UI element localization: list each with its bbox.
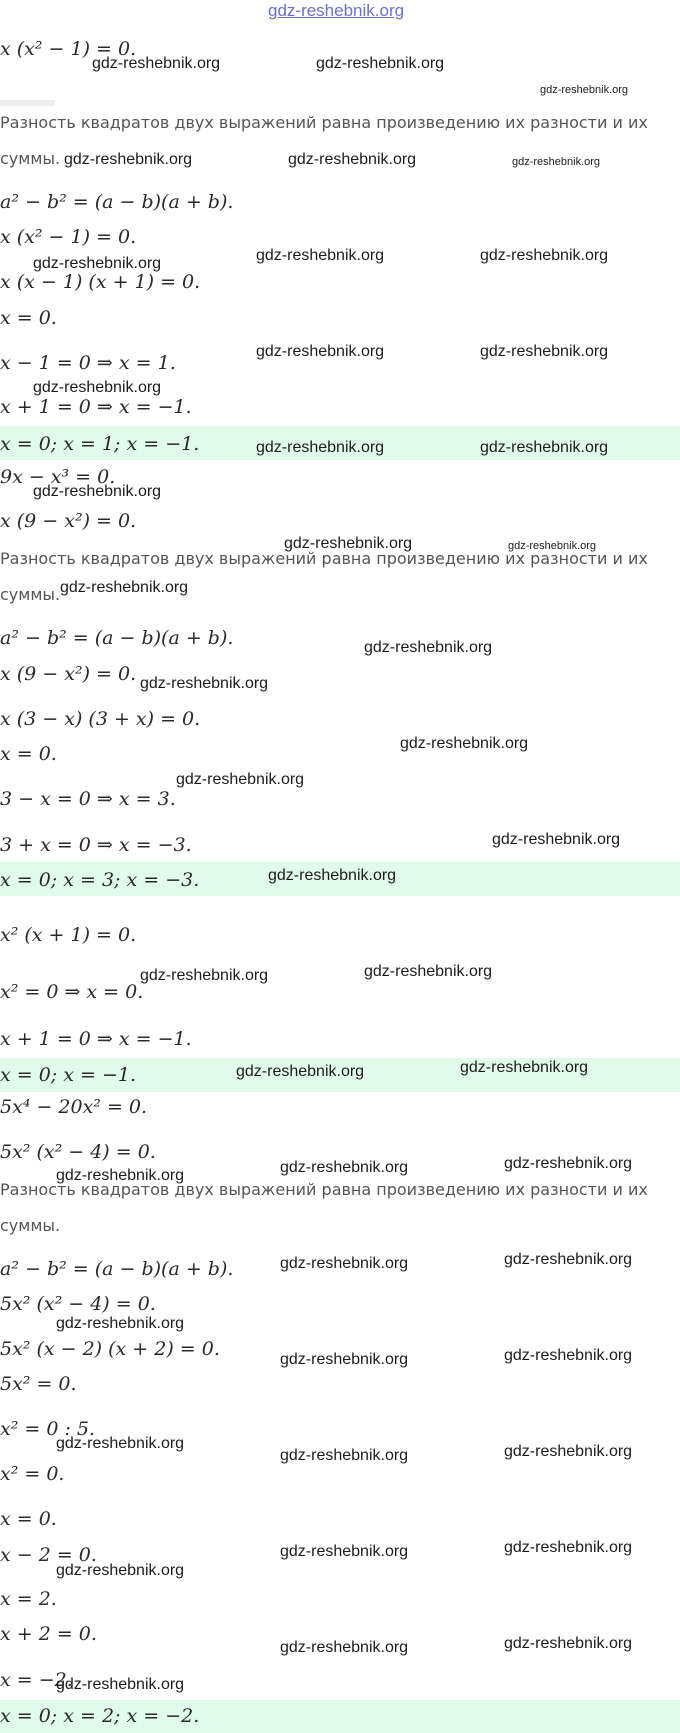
equation-line: x = −2. bbox=[0, 1669, 73, 1691]
equation-line: 3 + x = 0 ⇒ x = −3. bbox=[0, 834, 192, 856]
watermark: gdz-reshebnik.org bbox=[56, 1435, 185, 1452]
equation-line: a² − b² = (a − b)(a + b). bbox=[0, 1258, 234, 1280]
equation-line: x (x − 1) (x + 1) = 0. bbox=[0, 271, 201, 293]
watermark: gdz-reshebnik.org bbox=[280, 1159, 409, 1176]
watermark: gdz-reshebnik.org bbox=[492, 831, 621, 848]
equation-line: x − 1 = 0 ⇒ x = 1. bbox=[0, 352, 176, 374]
equation-line: x = 0. bbox=[0, 307, 57, 329]
watermark: gdz-reshebnik.org bbox=[56, 1167, 185, 1184]
watermark: gdz-reshebnik.org bbox=[268, 867, 397, 884]
watermark: gdz-reshebnik.org bbox=[268, 1, 405, 20]
watermark: gdz-reshebnik.org bbox=[512, 156, 601, 168]
equation-line: x + 1 = 0 ⇒ x = −1. bbox=[0, 396, 192, 418]
watermark: gdz-reshebnik.org bbox=[33, 255, 162, 272]
equation-line: x (x² − 1) = 0. bbox=[0, 38, 137, 60]
watermark: gdz-reshebnik.org bbox=[504, 1539, 633, 1556]
watermark: gdz-reshebnik.org bbox=[480, 343, 609, 360]
equation-line: a² − b² = (a − b)(a + b). bbox=[0, 627, 234, 649]
watermark: gdz-reshebnik.org bbox=[280, 1255, 409, 1272]
equation-line: x (3 − x) (3 + x) = 0. bbox=[0, 708, 201, 730]
explanation-text: Разность квадратов двух выражений равна произведению их разности и их bbox=[0, 1180, 648, 1199]
watermark: gdz-reshebnik.org bbox=[540, 84, 629, 96]
watermark: gdz-reshebnik.org bbox=[400, 735, 529, 752]
watermark: gdz-reshebnik.org bbox=[460, 1059, 589, 1076]
watermark: gdz-reshebnik.org bbox=[64, 151, 193, 168]
equation-line: x − 2 = 0. bbox=[0, 1544, 97, 1566]
equation-line: 5x² = 0. bbox=[0, 1373, 77, 1395]
equation-line: 9x − x³ = 0. bbox=[0, 466, 116, 488]
equation-line: x² = 0. bbox=[0, 1463, 65, 1485]
watermark: gdz-reshebnik.org bbox=[176, 771, 305, 788]
watermark: gdz-reshebnik.org bbox=[256, 343, 385, 360]
watermark: gdz-reshebnik.org bbox=[364, 963, 493, 980]
equation-line: x² = 0 : 5. bbox=[0, 1418, 96, 1440]
watermark: gdz-reshebnik.org bbox=[280, 1351, 409, 1368]
watermark: gdz-reshebnik.org bbox=[288, 151, 417, 168]
watermark: gdz-reshebnik.org bbox=[280, 1447, 409, 1464]
explanation-text: Разность квадратов двух выражений равна произведению их разности и их bbox=[0, 113, 648, 132]
answer-line: x = 0; x = 2; x = −2. bbox=[0, 1705, 200, 1727]
equation-line: x² = 0 ⇒ x = 0. bbox=[0, 981, 144, 1003]
watermark: gdz-reshebnik.org bbox=[33, 483, 162, 500]
watermark: gdz-reshebnik.org bbox=[60, 579, 189, 596]
answer-line: x = 0; x = 1; x = −1. bbox=[0, 433, 200, 455]
equation-line: x + 1 = 0 ⇒ x = −1. bbox=[0, 1028, 192, 1050]
equation-line: x = 2. bbox=[0, 1588, 57, 1610]
watermark: gdz-reshebnik.org bbox=[140, 675, 269, 692]
explanation-text: суммы. bbox=[0, 585, 61, 604]
equation-line: x = 0. bbox=[0, 1508, 57, 1530]
equation-line: x² (x + 1) = 0. bbox=[0, 924, 137, 946]
watermark: gdz-reshebnik.org bbox=[280, 1543, 409, 1560]
equation-line: x (x² − 1) = 0. bbox=[0, 226, 137, 248]
watermark: gdz-reshebnik.org bbox=[33, 379, 162, 396]
watermark: gdz-reshebnik.org bbox=[56, 1315, 185, 1332]
watermark: gdz-reshebnik.org bbox=[508, 540, 597, 552]
explanation-text: суммы. bbox=[0, 149, 61, 168]
explanation-text: суммы. bbox=[0, 1216, 61, 1235]
watermark: gdz-reshebnik.org bbox=[256, 247, 385, 264]
equation-line: 3 − x = 0 ⇒ x = 3. bbox=[0, 788, 176, 810]
equation-line: a² − b² = (a − b)(a + b). bbox=[0, 191, 234, 213]
answer-line: x = 0; x = −1. bbox=[0, 1064, 137, 1086]
watermark: gdz-reshebnik.org bbox=[504, 1443, 633, 1460]
watermark: gdz-reshebnik.org bbox=[504, 1155, 633, 1172]
watermark: gdz-reshebnik.org bbox=[280, 1639, 409, 1656]
watermark: gdz-reshebnik.org bbox=[316, 55, 445, 72]
watermark: gdz-reshebnik.org bbox=[56, 1562, 185, 1579]
equation-line: 5x² (x − 2) (x + 2) = 0. bbox=[0, 1338, 220, 1360]
answer-line: x = 0; x = 3; x = −3. bbox=[0, 869, 200, 891]
watermark: gdz-reshebnik.org bbox=[504, 1251, 633, 1268]
watermark: gdz-reshebnik.org bbox=[284, 535, 413, 552]
equation-line: x + 2 = 0. bbox=[0, 1623, 97, 1645]
watermark: gdz-reshebnik.org bbox=[256, 439, 385, 456]
watermark: gdz-reshebnik.org bbox=[364, 639, 493, 656]
equation-line: 5x⁴ − 20x² = 0. bbox=[0, 1096, 148, 1118]
watermark: gdz-reshebnik.org bbox=[236, 1063, 365, 1080]
watermark: gdz-reshebnik.org bbox=[480, 247, 609, 264]
watermark: gdz-reshebnik.org bbox=[92, 55, 221, 72]
watermark: gdz-reshebnik.org bbox=[480, 439, 609, 456]
equation-line: 5x² (x² − 4) = 0. bbox=[0, 1141, 156, 1163]
watermark: gdz-reshebnik.org bbox=[504, 1347, 633, 1364]
explanation-text: Разность квадратов двух выражений равна произведению их разности и их bbox=[0, 549, 648, 568]
equation-line: 5x² (x² − 4) = 0. bbox=[0, 1293, 156, 1315]
equation-line: x = 0. bbox=[0, 743, 57, 765]
watermark: gdz-reshebnik.org bbox=[56, 1676, 185, 1693]
equation-line: x (9 − x²) = 0. bbox=[0, 510, 137, 532]
equation-line: x (9 − x²) = 0. bbox=[0, 663, 137, 685]
watermark: gdz-reshebnik.org bbox=[140, 967, 269, 984]
watermark: gdz-reshebnik.org bbox=[504, 1635, 633, 1652]
